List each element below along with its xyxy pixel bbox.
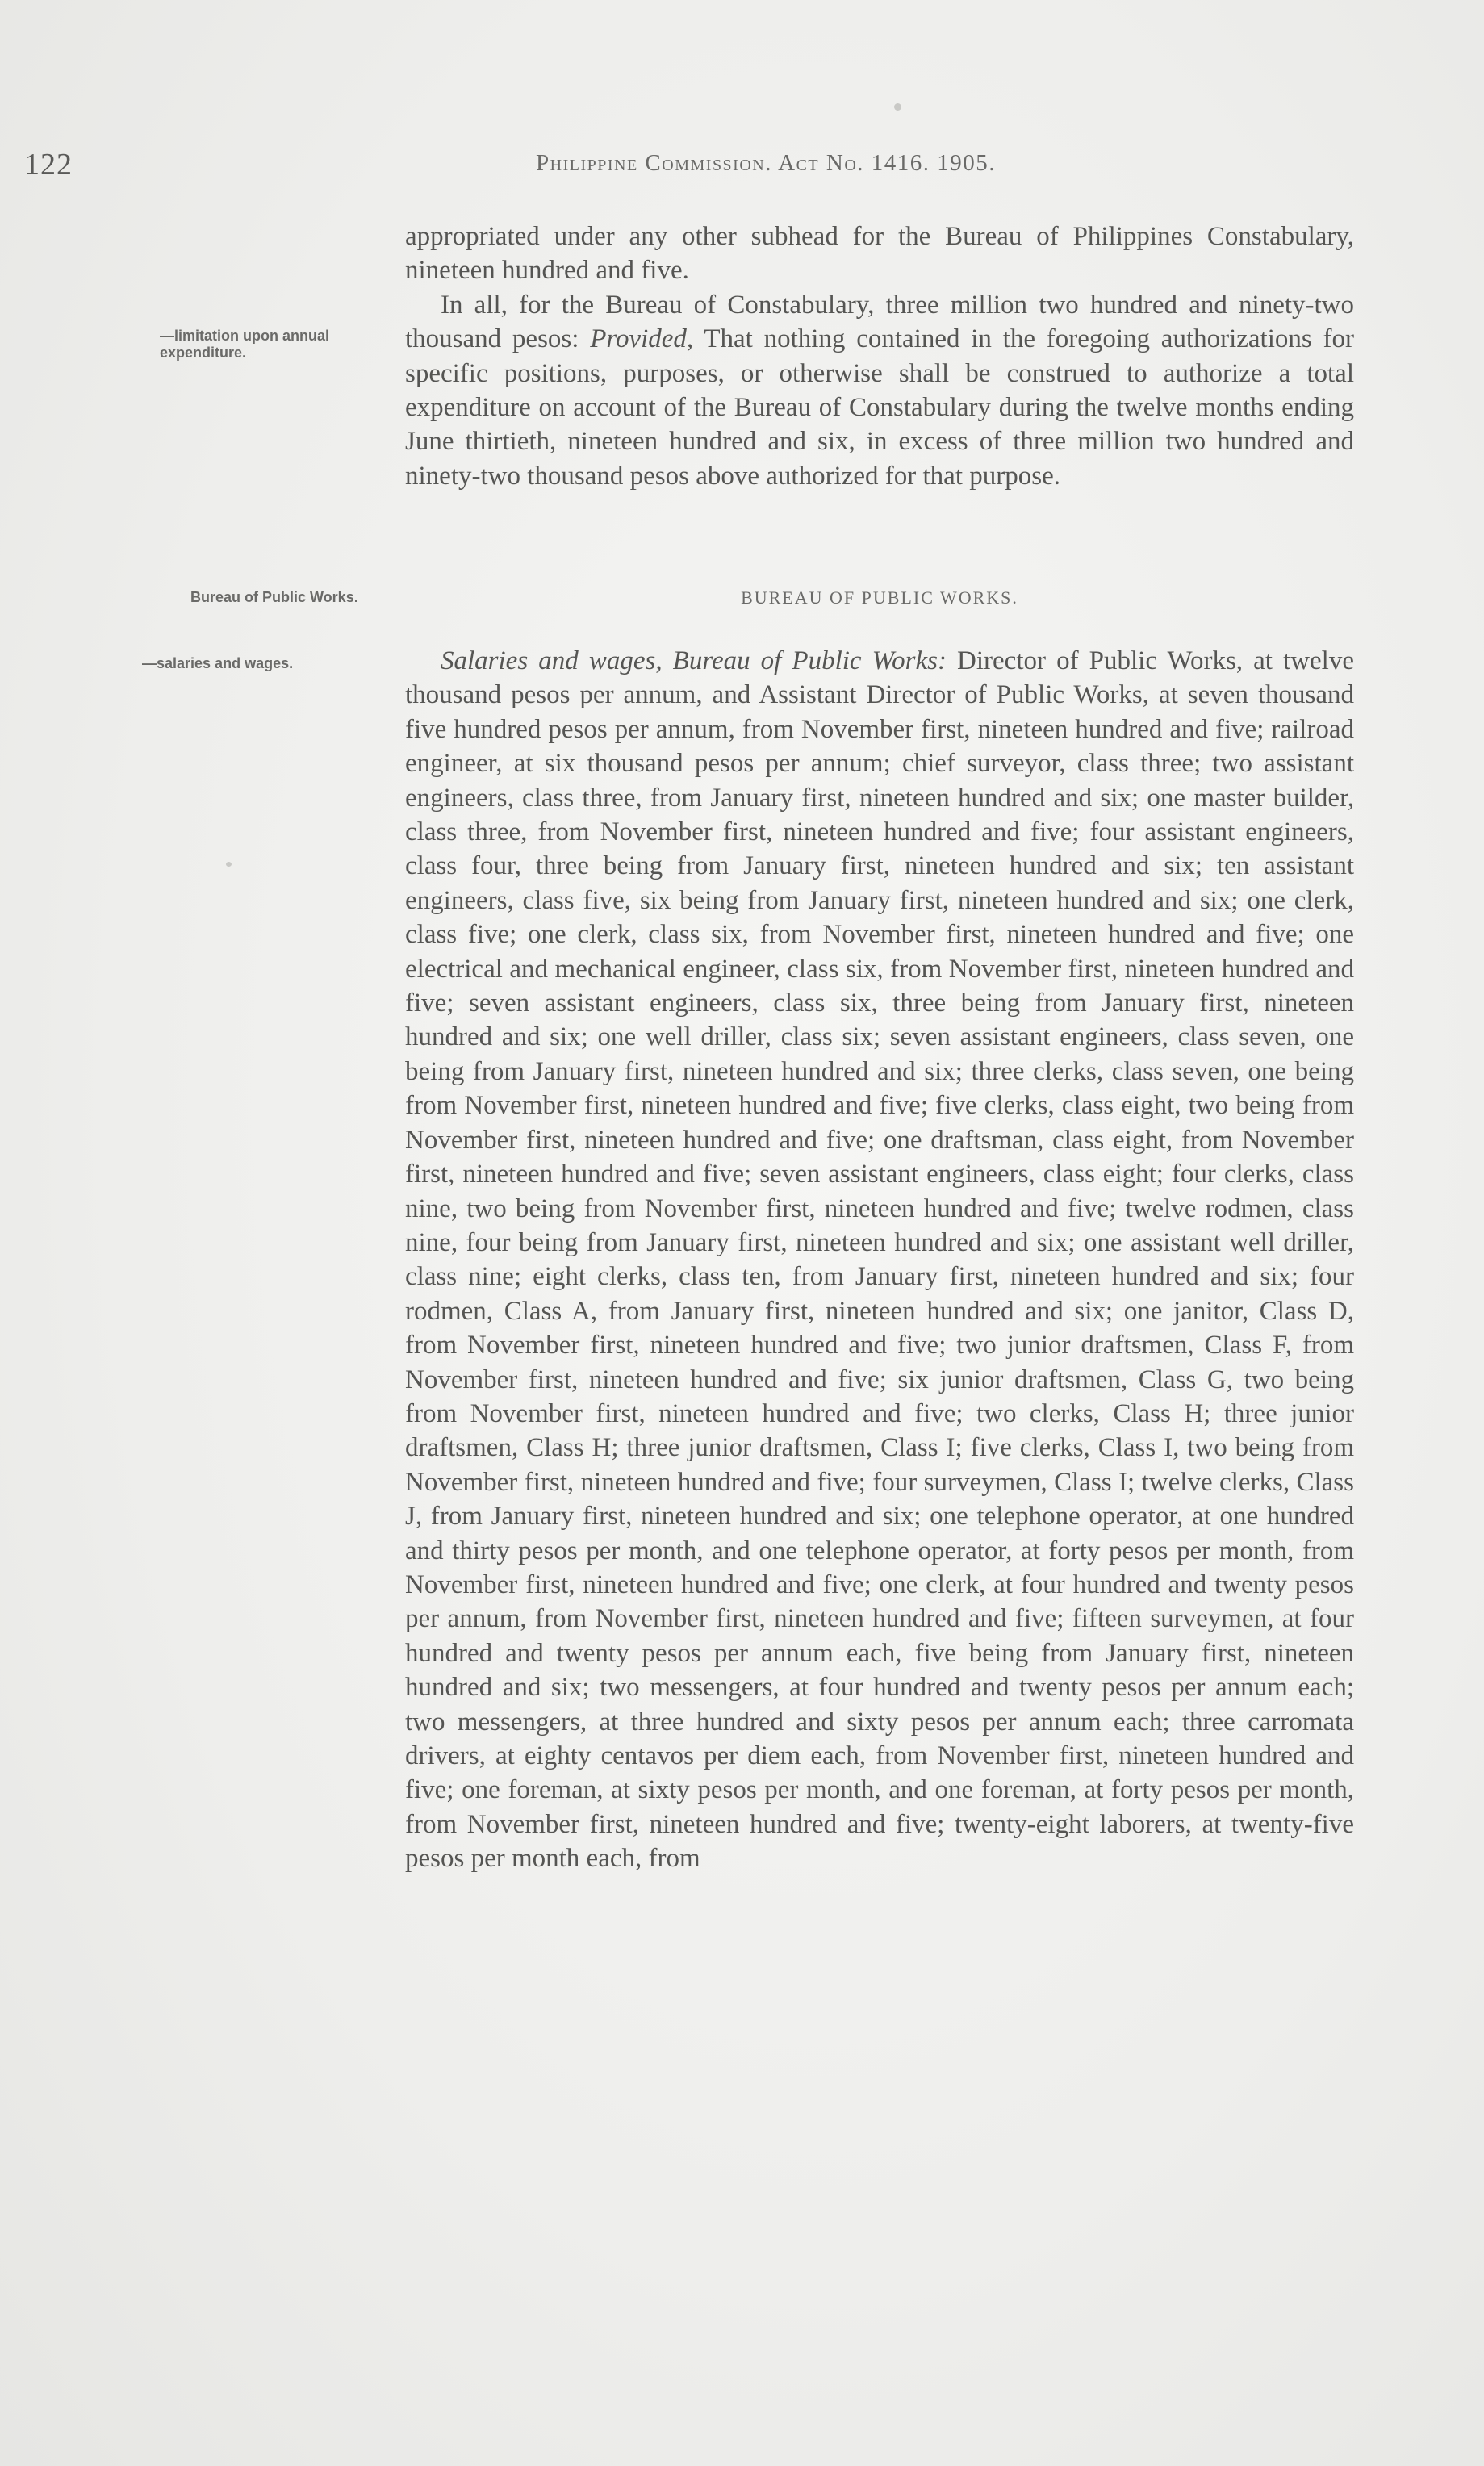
constabulary-total-text: In all, for the Bureau of Constabulary, three million two hundred and ninety-two thousand pesos: <box>405 290 1354 354</box>
constabulary-text-block <box>405 219 1354 493</box>
paragraph-salaries-and-wages <box>405 644 1354 1876</box>
public-works-text-block <box>405 644 1354 1876</box>
section-heading: BUREAU OF PUBLIC WORKS. <box>741 587 1018 608</box>
salaries-positions-text: Director of Public Works, at twelve thousand pesos per annum, and Assistant Director of Public Works, at seven thousand five hundred pesos per annum, from November first, nineteen hundred and five; railroad engineer, at six thousand pesos per annum; chief surveyor, class three; two assistant engineers, class three, from January first, nineteen hundred and six; one master builder, class three, from November first, nineteen hundred and five; four assistant engineers, class four, three being from January first, nineteen hundred and six; ten assistant engineers, class five, six being from January first, nineteen hundred and six; one clerk, class five; one clerk, class six, from November first, nineteen hundred and five; one electrical and mechanical engineer, class six, from November first, nineteen hundred and five; seven assistant engineers, class six, three being from January first, nineteen hundred and six; one well driller, class six; seven assistant engineers, class seven, one being from January first, nineteen hundred and six; three clerks, class seven, one being from November first, nineteen hundred and five; five clerks, class eight, two being from November first, nineteen hundred and five; one draftsman, class eight, from November first, nineteen hundred and five; seven assistant engineers, class eight; four clerks, class nine, two being from November first, nineteen hundred and five; twelve rodmen, class nine, four being from January first, nineteen hundred and six; one assistant well driller, class nine; eight clerks, class ten, from January first, nineteen hundred and six; four rodmen, Class A, from January first, nineteen hundred and six; one janitor, Class D, from November first, nineteen hundred and five; two junior draftsmen, Class F, from November first, nineteen hundred and five; six junior draftsmen, Class G, two being from November first, nineteen hundred and five; two clerks, Class H; three junior draftsmen, Class H; three junior draftsmen, Class I; five clerks, Class I, two being from November first, nineteen hundred and five; four surveymen, Class I; twelve clerks, Class J, from January first, nineteen hundred and six; one telephone operator, at one hundred and thirty pesos per month, and one telephone operator, at forty pesos per month, from November first, nineteen hundred and five; one clerk, at four hundred and twenty pesos per annum, from November first, nineteen hundred and five; fifteen surveymen, at four hundred and twenty pesos per annum each, five being from January first, nineteen hundred and six; two messengers, at four hundred and twenty pesos per annum each; two messengers, at three hundred and sixty pesos per annum each; three carromata drivers, at eighty centavos per diem each, from November first, nineteen hundred and five; one foreman, at sixty pesos per month, and one foreman, at forty pesos per month, from November first, nineteen hundred and five; twenty-eight laborers, at twenty-five pesos per month each, from <box>405 646 1354 1874</box>
page-number: 122 <box>24 148 73 182</box>
paragraph-appropriation-continuation: appropriated under any other subhead for the Bureau of Philippines Constabulary, nineteen hundred and five. <box>405 222 1354 286</box>
running-title: Philippine Commission. Act No. 1416. 1905. <box>536 150 997 176</box>
constabulary-proviso-text: That nothing contained in the foregoing authorizations for specific positions, purposes, or otherwise shall be construed to authorize a total expenditure on account of the Bureau of Constabulary during the twelve months ending June thirtieth, nineteen hundred and six, in excess of three million two hundred and ninety-two thousand pesos above authorized for that purpose. <box>405 324 1354 491</box>
margin-note-salaries-and-wages: —salaries and wages. <box>142 655 294 671</box>
salaries-subhead: Salaries and wages, Bureau of Public Works: <box>441 646 947 675</box>
margin-note-bureau-of-public-works: Bureau of Public Works. <box>190 589 358 605</box>
running-header <box>0 147 1484 187</box>
margin-note-limitation: —limitation upon annual expenditure. <box>160 328 329 361</box>
paper-speck <box>226 862 232 867</box>
paper-speck <box>894 103 901 111</box>
paragraph-constabulary-total <box>405 288 1354 493</box>
provided-proviso: Provided, <box>590 324 694 354</box>
